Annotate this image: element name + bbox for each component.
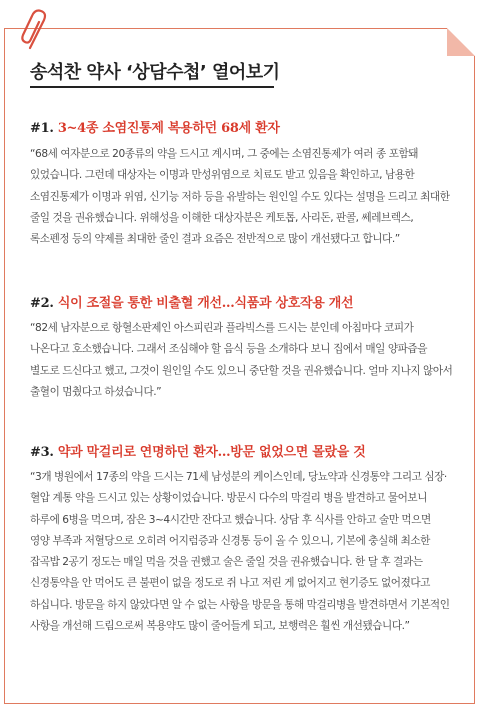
section-1-title: 3~4종 소염진통제 복용하던 68세 환자 — [57, 121, 280, 136]
section-3-number: #3. — [30, 445, 54, 460]
section-3-title: 약과 막걸리로 연명하던 환자…방문 없었으면 몰랐을 것 — [57, 445, 366, 460]
section-2-body: “82세 남자분으로 항혈소판제인 아스피린과 플라빅스를 드시는 분인데 아침마다 코피가 나온다고 호소했습니다. 그래서 조심해야 할 음식 등을 소개하다 보니 집에서 매일 양파즙을 별도로 드신다고 했고, 그것이 원인일 수도 있으니 중단할 것을 권유했습니다. 얼마 지나지 않아서 출혈이 멈췄다고 하셨습니다.” — [30, 322, 453, 398]
folded-corner — [447, 28, 475, 56]
page-title: 송석찬 약사 ‘상담수첩’ 열어보기 — [30, 62, 280, 83]
section-1-heading — [30, 117, 280, 136]
section-3-heading — [30, 441, 366, 460]
title-underline — [30, 86, 274, 88]
paperclip-icon — [20, 8, 50, 52]
section-3-body: “3개 병원에서 17종의 약을 드시는 71세 남성분의 케이스인데, 당뇨약과 신경통약 그리고 심장·혈압 계통 약을 드시고 있는 상황이었습니다. 방문시 다수의 막걸리 병을 발견하고 물어보니 하루에 6병을 먹으며, 잠은 3~4시간만 잔다고 했습니다. 상담 후 식사를 안하고 술만 먹으면 영양 부족과 저혈당으로 오히려 어지럼증과 신경통 등이 올 수 있으니, 기본에 충실해 최소한 잡곡밥 2공기 정도는 매일 먹을 것을 권했고 술은 줄일 것을 권유했습니다. 한 달 후 결과는 신경통약을 안 먹어도 큰 불편이 없을 정도로 쥐 나고 저린 게 없어지고 현기증도 없어졌다고 하십니다. 방문을 하지 않았다면 알 수 없는 사항을 방문을 통해 막걸리병을 발견하면서 기본적인 사항을 개선해 드림으로써 복용약도 많이 줄어들게 되고, 보행력은 훨씬 개선됐습니다.” — [30, 471, 450, 633]
section-2-number: #2. — [30, 296, 54, 311]
section-2-title: 식이 조절을 통한 비출혈 개선…식품과 상호작용 개선 — [57, 296, 354, 311]
section-2-heading — [30, 292, 353, 311]
section-1-body: “68세 여자분으로 20종류의 약을 드시고 계시며, 그 중에는 소염진통제가 여러 종 포함돼 있었습니다. 그런데 대상자는 이명과 만성위염으로 치료도 받고 있음을 확인하고, 남용한 소염진통제가 이명과 위염, 신기능 저하 등을 유발하는 원인일 수도 있다는 설명을 드리고 최대한 줄일 것을 권유했습니다. 위해성을 이해한 대상자분은 케토톱, 사리돈, 판콜, 쎄레브렉스, 록소펜정 등의 약제를 최대한 줄인 결과 요즘은 전반적으로 많이 개선됐다고 합니다.” — [30, 148, 450, 246]
section-1-number: #1. — [30, 121, 54, 136]
